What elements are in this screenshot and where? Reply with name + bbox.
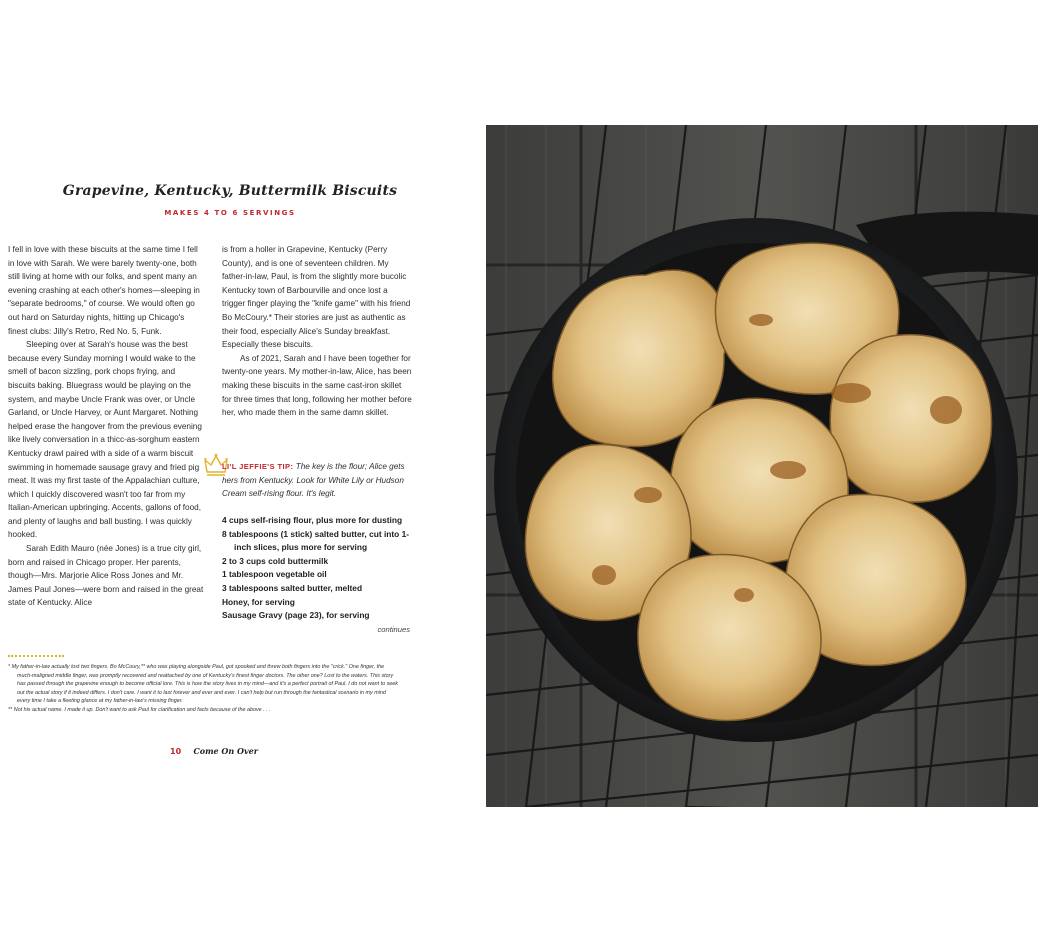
ingredients-list [222, 514, 418, 623]
body-paragraph: is from a holler in Grapevine, Kentucky (Perry County), and is one of seventeen children. My father-in-law, Paul, is from the slightly more bucolic Kentucky town of Barbourville and once lost a trigger finger playing the "knife game" with his friend Bo McCoury.* Their stories are just as authentic as their food, especially Alice's Sunday breakfast. Especially these biscuits. [222, 245, 411, 350]
recipe-title: Grapevine, Kentucky, Buttermilk Biscuits [62, 183, 398, 199]
body-paragraph: Sleeping over at Sarah's house was the best because every Sunday morning I would wake to the smell of bacon sizzling, pork chops frying, and biscuits baking. Bluegrass would be playing on the system, and maybe Uncle Frank was over, or Uncle Garland, or Uncle Harvey, or Aunt Margaret. Nothing helped erase the hangover from the previous evening like lively conversation in a thicc-as-sorghum eastern Kentucky drawl paired with a side of a warm biscuit swimming in homemade sausage gravy and fried pig meat. It was my first taste of the Appalachian culture, which I quickly discovered wasn't too far from my Italian-American upbringing. Accents, gallons of food, and plenty of laughs and ball busting. I was quickly hooked. [8, 340, 202, 540]
ingredient-item: 3 tablespoons salted butter, melted [222, 582, 363, 593]
ingredient-item: Sausage Gravy (page 23), for serving [222, 610, 370, 621]
ingredient-item: 8 tablespoons (1 stick) salted butter, cut into 1-inch slices, plus more for serving [222, 528, 410, 553]
ingredient-item: 2 to 3 cups cold buttermilk [222, 555, 329, 566]
tip-text: The key is the flour; Alice gets hers from Kentucky. Look for White Lily or Hudson Cream self-rising flour. It's legit. [222, 462, 405, 499]
body-column-1 [8, 243, 204, 610]
body-paragraph: As of 2021, Sarah and I have been together for twenty-one years. My mother-in-law, Alice, has been making these biscuits in the same cast-iron skillet for three times that long, following her mother before her, who made them in the same damn skillet. [222, 353, 412, 418]
book-title: Come On Over [193, 746, 258, 756]
body-paragraph: Sarah Edith Mauro (née Jones) is a true city girl, born and raised in Chicago proper. Her parents, though—Mrs. Marjorie Alice Ross Jones and Mr. James Paul Jones—were born and raised in the great state of Kentucky. Alice [8, 544, 204, 608]
ingredient-item: Honey, for serving [222, 596, 295, 607]
footnotes [8, 663, 400, 715]
body-paragraph: I fell in love with these biscuits at the same time I fell in love with Sarah. We were barely twenty-one, both still living at home with our folks, and spent many an evening crashing at each other's homes—sleeping in "separate bedrooms," of course. We would often go out hard on Saturday nights, hitting up Chicago's finest clubs: Jilly's Retro, Red No. 5, Funk. [8, 245, 200, 336]
ingredient-item: 1 tablespoon vegetable oil [222, 569, 327, 580]
body-column-2 [222, 243, 412, 420]
page-number: 10 [170, 747, 182, 756]
page-folio [170, 746, 258, 756]
left-page [0, 0, 470, 930]
ingredient-item: 4 cups self-rising flour, plus more for dusting [222, 515, 403, 525]
biscuits-photo [486, 125, 1038, 807]
footnote-divider [8, 655, 64, 657]
footnote: * My father-in-law actually lost two fingers. Bo McCoury,** who was playing alongside Paul, got spooked and threw both fingers into the "crick." One finger, the much-maligned middle finger, was promptly recovered and reattached by one of Kentucky's finest finger doctors. The other one? Lost to the waters. This story has passed through the grapevine enough to become official lore. This is how the story lives in my mind—and it's a perfect portrait of Paul. I do not want to seek out the actual story if it indeed differs. I don't care. I want it to last forever and ever and ever. I can't help but run through the fantastical scenario in my mind every time I take a fleeting glance at my father-in-law's missing finger. [8, 664, 398, 705]
recipe-servings: MAKES 4 TO 6 SERVINGS [164, 209, 296, 217]
footnote: ** Not his actual name. I made it up. Don't want to ask Paul for clarification and facts because of the above . . . [8, 706, 271, 713]
tip-label: LI'L JEFFIE'S TIP: [222, 462, 294, 471]
tip-box [222, 460, 410, 501]
continues-note: continues [377, 625, 410, 634]
